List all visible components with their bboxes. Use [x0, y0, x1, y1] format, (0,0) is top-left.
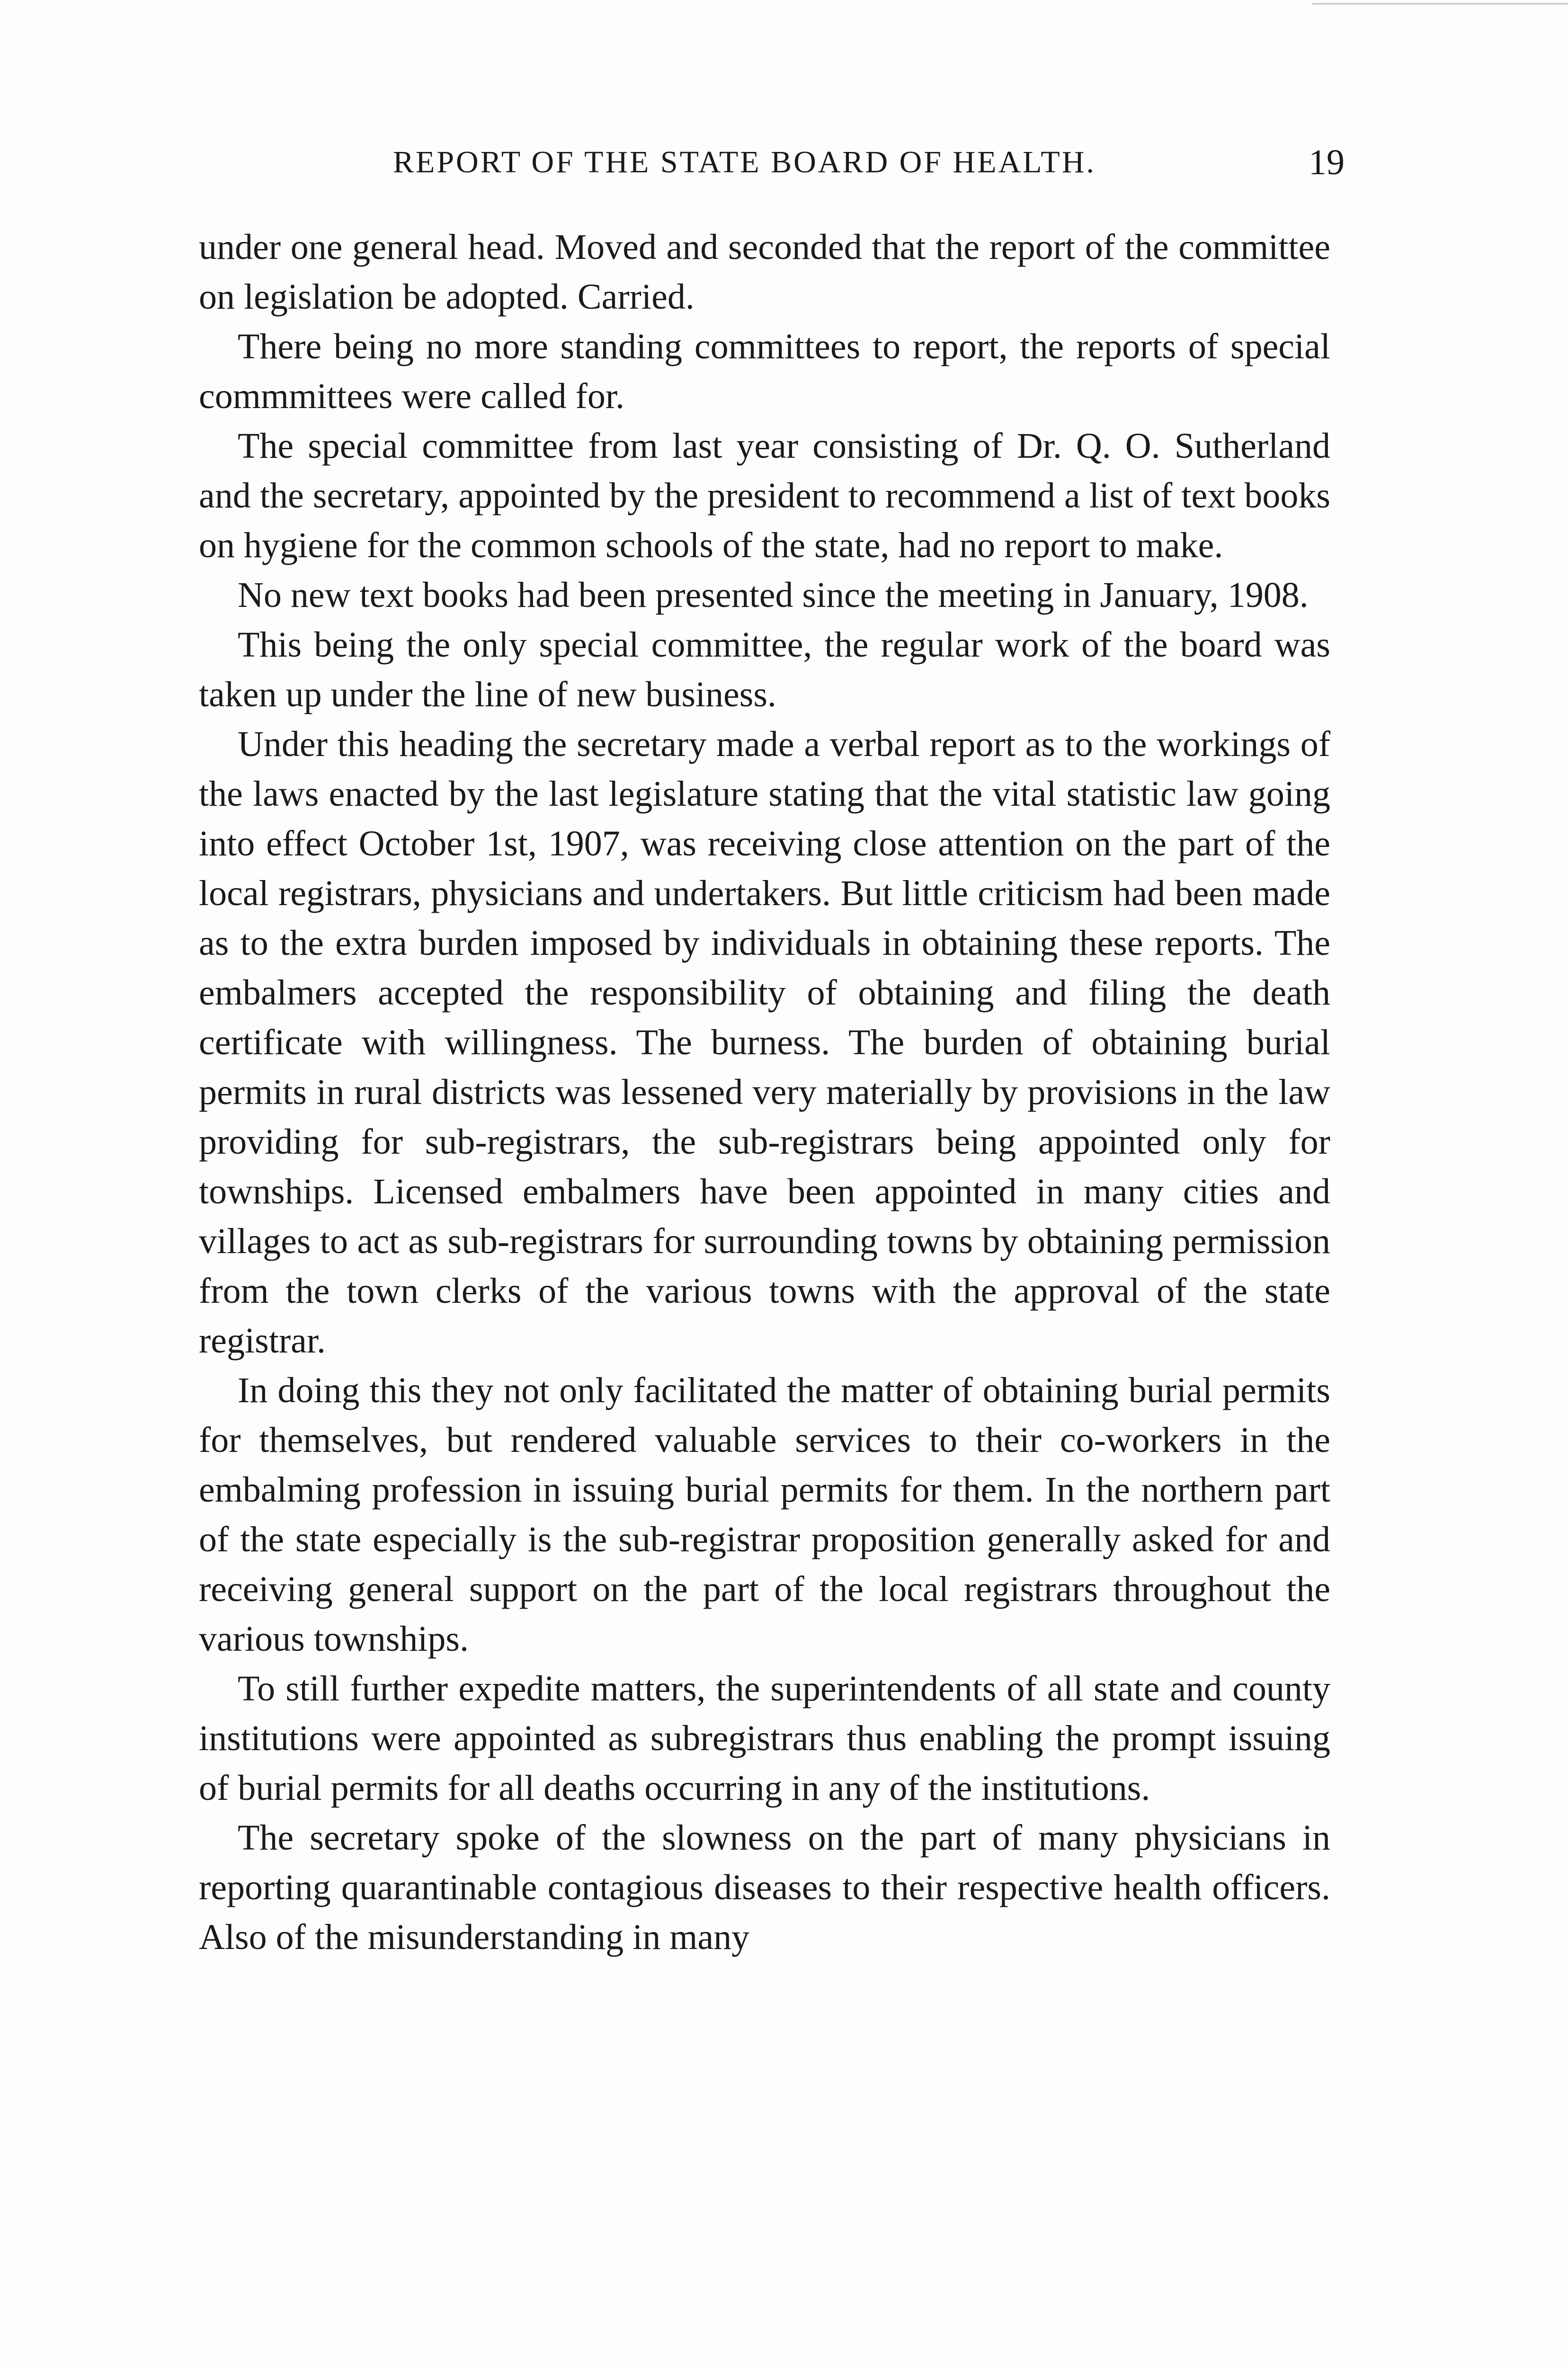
paragraph: To still further expedite matters, the superintendents of all state and county institutions were appointed as subregistrars thus enabling the prompt issuing of burial permits for all deaths occurring in any of the institutions. — [199, 1669, 1330, 1808]
running-head: REPORT OF THE STATE BOARD OF HEALTH. — [393, 145, 1096, 179]
paragraph: The secretary spoke of the slowness on the part of many physicians in reporting quarantinable contagious diseases to their respective health officers. Also of the misunderstanding in many — [199, 1818, 1330, 1957]
paragraph: The special committee from last year consisting of Dr. Q. O. Sutherland and the secretary, appointed by the president to recommend a list of text books on hygiene for the common schools of the state, had no report to make. — [199, 426, 1330, 565]
paragraph: No new text books had been presented since the meeting in January, 1908. — [238, 575, 1309, 615]
paragraph: Under this heading the secretary made a verbal report as to the workings of the laws enacted by the last legislature stating that the vital statistic law going into effect October 1st, 1907, was receiving close attention on the part of the local registrars, physicians and undertakers. But little criticism had been made as to the extra burden imposed by individuals in obtaining these reports. The embalmers accepted the responsibility of obtaining and filing the death certificate with willingness. The burness. The burden of obtaining burial permits in rural districts was lessened very materially by provisions in the law providing for sub-registrars, the sub-registrars being appointed only for townships. Licensed embalmers have been appointed in many cities and villages to act as sub-registrars for surrounding towns by obtaining permission from the town clerks of the various towns with the approval of the state registrar. — [199, 724, 1330, 1361]
paragraph: This being the only special committee, the regular work of the board was taken up under the line of new business. — [199, 625, 1330, 714]
page-number: 19 — [1309, 142, 1345, 182]
body-text — [199, 222, 1330, 1962]
scan-edge-rule — [1312, 3, 1568, 5]
paragraph: There being no more standing committees to report, the reports of special commmittees were called for. — [199, 327, 1330, 416]
paragraph: under one general head. Moved and seconded that the report of the committee on legislation be adopted. Carried. — [199, 227, 1330, 317]
paragraph: In doing this they not only facilitated the matter of obtaining burial permits for themselves, but rendered valuable services to their co-workers in the embalming profession in issuing burial permits for them. In the northern part of the state especially is the sub-registrar proposition generally asked for and receiving general support on the part of the local registrars throughout the various townships. — [199, 1370, 1330, 1659]
